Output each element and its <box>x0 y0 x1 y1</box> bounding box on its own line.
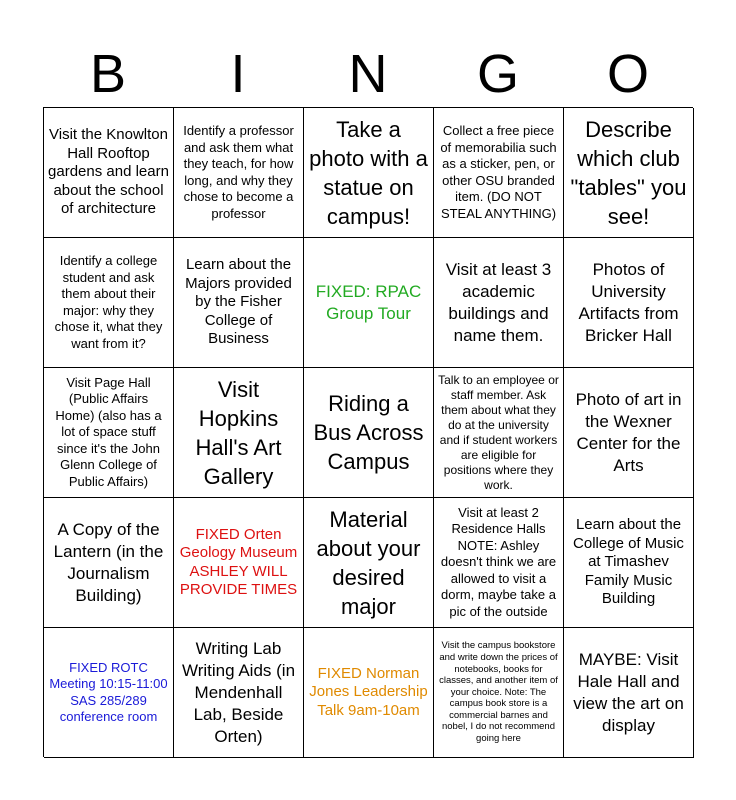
bingo-cell[interactable] <box>564 628 694 758</box>
header-letter-o: O <box>606 44 649 104</box>
cell-text: Visit at least 3 academic buildings and name them. <box>445 259 552 345</box>
cell-text: Take a photo with a statue on campus! <box>309 116 428 229</box>
bingo-cell[interactable] <box>434 628 564 758</box>
cell-text: Photo of art in the Wexner Center for the Arts <box>575 389 682 475</box>
bingo-cell[interactable] <box>434 498 564 628</box>
cell-text: FIXED Orten Geology Museum ASHLEY WILL PROVIDE TIMES <box>179 525 298 598</box>
cell-text: Collect a free piece of memorabilia such as a sticker, pen, or other OSU branded item. (DO NOT STEAL ANYTHING) <box>440 123 557 221</box>
cell-text: Visit the Knowlton Hall Rooftop gardens and learn about the school of architecture <box>48 126 169 218</box>
cell-text: Visit Hopkins Hall's Art Gallery <box>195 376 282 489</box>
bingo-cell[interactable] <box>304 498 434 628</box>
cell-text: Learn about the Majors provided by the Fisher College of Business <box>185 256 292 348</box>
cell-text: Material about your desired major <box>316 506 421 619</box>
bingo-cell[interactable] <box>564 368 694 498</box>
bingo-header <box>43 42 693 106</box>
bingo-cell[interactable] <box>44 498 174 628</box>
bingo-cell[interactable] <box>44 628 174 758</box>
bingo-cell[interactable] <box>174 498 304 628</box>
cell-text: Talk to an employee or staff member. Ask them about what they do at the university and if student workers are eligible for positions where they work. <box>438 372 559 492</box>
bingo-cell[interactable] <box>304 238 434 368</box>
cell-text: Identify a professor and ask them what they teach, for how long, and why they chose to become a professor <box>183 123 294 221</box>
bingo-cell[interactable] <box>564 108 694 238</box>
cell-text: FIXED ROTC Meeting 10:15-11:00 SAS 285/289 conference room <box>49 659 168 724</box>
bingo-cell[interactable] <box>434 108 564 238</box>
bingo-cell[interactable] <box>174 108 304 238</box>
cell-text: Learn about the College of Music at Timashev Family Music Building <box>573 516 684 608</box>
header-letter-i: I <box>230 44 246 104</box>
bingo-cell[interactable] <box>304 368 434 498</box>
bingo-cell[interactable] <box>564 498 694 628</box>
cell-text: Writing Lab Writing Aids (in Mendenhall Lab, Beside Orten) <box>181 638 296 746</box>
cell-text: Riding a Bus Across Campus <box>313 391 424 474</box>
bingo-cell[interactable] <box>304 628 434 758</box>
bingo-cell[interactable] <box>174 628 304 758</box>
bingo-cell[interactable] <box>174 238 304 368</box>
bingo-cell[interactable] <box>434 368 564 498</box>
cell-text: MAYBE: Visit Hale Hall and view the art on display <box>573 649 684 735</box>
cell-text: FIXED Norman Jones Leadership Talk 9am-10am <box>309 664 428 719</box>
cell-text: Identify a college student and ask them about their major: why they chose it, what they want from it? <box>54 253 163 351</box>
bingo-cell[interactable] <box>434 238 564 368</box>
cell-text: Photos of University Artifacts from Bricker Hall <box>578 259 679 345</box>
header-letter-b: B <box>89 44 127 104</box>
cell-text: Visit the campus bookstore and write down the prices of notebooks, books for classes, and another item of your choice. Note: The campus book store is a commercial barnes and nobel, I do not recommend going here <box>439 640 558 745</box>
bingo-cell[interactable] <box>174 368 304 498</box>
bingo-cell[interactable] <box>44 238 174 368</box>
bingo-cell[interactable] <box>44 108 174 238</box>
bingo-cell[interactable] <box>44 368 174 498</box>
header-letter-n: N <box>348 44 388 104</box>
header-letter-g: G <box>476 44 519 104</box>
cell-text: Describe which club "tables" you see! <box>570 116 687 229</box>
cell-text: Visit at least 2 Residence Halls NOTE: Ashley doesn't think we are allowed to visit a dorm, maybe take a pic of the outside <box>440 504 557 619</box>
cell-text: FIXED: RPAC Group Tour <box>315 281 422 323</box>
bingo-cell[interactable] <box>564 238 694 368</box>
cell-text: Visit Page Hall (Public Affairs Home) (also has a lot of space stuff since it's the John Glenn College of Public Affairs) <box>55 374 162 489</box>
bingo-grid <box>43 107 693 757</box>
cell-text: A Copy of the Lantern (in the Journalism Building) <box>53 519 164 605</box>
bingo-cell[interactable] <box>304 108 434 238</box>
